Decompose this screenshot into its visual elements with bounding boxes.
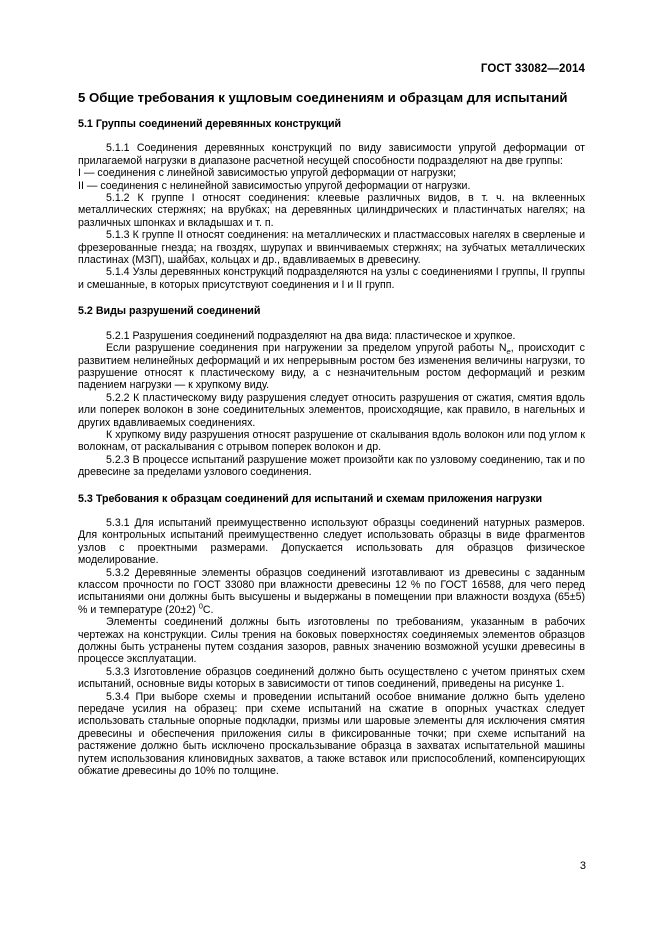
paragraph-5-3-4: 5.3.4 При выборе схемы и проведении испытаний особое внимание должно быть уделено передаче усилия на образец: при схеме испытаний на сжатие в опорных участках следует использовать стальные опорные подкладки, призмы или шаровые элементы для исключения смятия древесины и обеспечения приложения силы в фиксированные точки; при схеме испытаний на растяжение должно быть исключено проскальзывание образца в захватах испытательной машины путем использования клиновидных захватов, а также вставок или приспособлений, компенсирующих обжатие древесины до 10% по толщине. [78,690,585,778]
paragraph-5-1-2: 5.1.2 К группе I относят соединения: клеевые различных видов, в т. ч. на вклеенных металлических стержнях; на врубках; на деревянных цилиндрических и пластинчатых нагелях; на различных шпонках и вкладышах и т. п. [78,192,585,229]
paragraph-elements-requirements: Элементы соединений должны быть изготовлены по требованиям, указанным в рабочих чертежах на конструкции. Силы трения на боковых поверхностях соединяемых элементов образцов должны быть устранены путем создания зазоров, равных значению возможной усушки древесины в процессе эксплуатации. [78,616,585,666]
list-item-group-2: II — соединения с нелинейной зависимостью упругой деформации от нагрузки. [78,179,471,192]
superscript-degree: 0 [198,601,203,611]
subscript-e: e [506,347,511,357]
paragraph-5-3-3: 5.3.3 Изготовление образцов соединений должно быть осуществлено с учетом принятых схем испытаний, основные виды которых в зависимости от типов соединений, приведены на рисунке 1. [78,665,585,691]
paragraph-5-1-1: 5.1.1 Соединения деревянных конструкций по виду зависимости упругой деформации от прилагаемой нагрузки в диапазоне расчетной несущей способности подразделяют на две группы: [78,142,585,167]
paragraph-5-2-2: 5.2.2 К пластическому виду разрушения следует относить разрушения от сжатия, смятия вдоль или поперек волокон в зоне соединительных элементов, происходящие, как правило, в нагельных и других вдавливаемых соединениях. [78,391,585,429]
paragraph-5-3-2 [78,567,585,617]
section-title: 5 Общие требования к ущловым соединениям и образцам для испытаний [78,90,568,105]
paragraph-text: , происходит с развитием нелинейных деформаций и их непрерывным ростом без изменения величины нагрузки, то разрушение относят к пластическому виду, а с незначительным ростом деформаций и резким падением нагрузки — к хрупкому виду. [78,342,585,392]
paragraph-plastic-failure [78,342,585,392]
paragraph-5-2-1: 5.2.1 Разрушения соединений подразделяют на два вида: пластическое и хрупкое. [106,329,516,342]
paragraph-brittle-failure: К хрупкому виду разрушения относят разрушение от скалывания вдоль волокон или под углом к волокнам, от раскалывания с отрывом поперек волокон и др. [78,428,585,454]
subsection-heading-5-1: 5.1 Группы соединений деревянных конструкций [78,118,342,130]
subsection-heading-5-3: 5.3 Требования к образцам соединений для испытаний и схемам приложения нагрузки [78,492,543,505]
paragraph-text: Если разрушение соединения при нагружении за пределом упругой работы N [106,342,507,355]
document-body [78,118,585,778]
standard-code: ГОСТ 33082—2014 [480,63,585,75]
list-item-group-1: I — соединения с линейной зависимостью упругой деформации от нагрузки; [78,167,457,180]
paragraph-5-3-1: 5.3.1 Для испытаний преимущественно используют образцы соединений натурных размеров. Для контрольных испытаний преимущественно следует использовать образцы в виде фрагментов узлов с проектными размерами. Допускается использовать для образцов физическое моделирование. [78,516,585,567]
paragraph-5-1-4: 5.1.4 Узлы деревянных конструкций подразделяются на узлы с соединениями I группы, II группы и смешанные, в которых присутствуют соединения и I и II групп. [78,266,585,291]
paragraph-5-2-3: 5.2.3 В процессе испытаний разрушение может произойти как по узловому соединению, так и по древесине за пределами узлового соединения. [78,453,585,479]
paragraph-text: 5.3.2 Деревянные элементы образцов соединений изготавливают из древесины с заданным классом прочности по ГОСТ 33080 при влажности древесины 12 % по ГОСТ 16588, для чего перед испытаниями они должны быть высушены и выдержаны в помещении при влажности воздуха (65±5) % и температуре (20±2) [78,566,585,616]
paragraph-text: С. [202,603,214,616]
page-number: 3 [579,860,586,872]
paragraph-5-1-3: 5.1.3 К группе II относят соединения: на металлических и пластмассовых нагелях в сверленые и фрезерованные гнезда; на гвоздях, шурупах и ввинчиваемых стержнях; на зубчатых металлических пластинах (МЗП), шайбах, кольцах и др., вдавливаемых в древесину. [78,229,585,267]
subsection-heading-5-2: 5.2 Виды разрушений соединений [78,305,261,318]
